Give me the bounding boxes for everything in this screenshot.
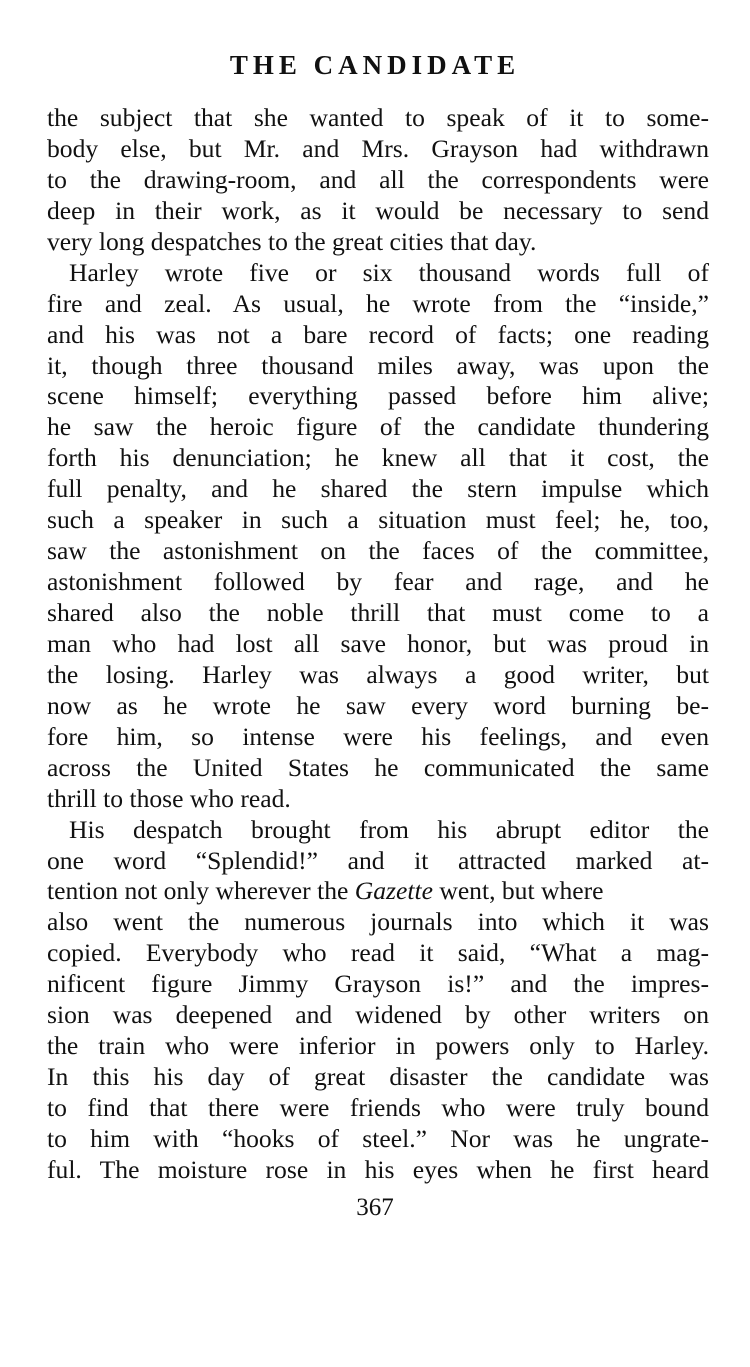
newspaper-title: Gazette [354,876,433,906]
text-line: His despatch brought from his abrupt editor the [69,814,709,844]
text-line: very long despatches to the great cities that day. [47,226,537,256]
text-line: In this his day of great disaster the candidate was [47,1062,709,1092]
text-line: the train who were inferior in powers only to Harley. [47,1031,709,1061]
text-line: to find that there were friends who were truly bound [47,1093,709,1122]
text-line: and his was not a bare record of facts; one reading [47,319,709,349]
text-line: sion was deepened and widened by other writers on [47,1000,709,1030]
page-number: 367 [356,1194,394,1221]
text-line: now as he wrote he saw every word burning be- [47,690,709,720]
text-line: astonishment followed by fear and rage, and he [47,567,709,597]
text-fragment: went, but where [432,876,604,906]
text-line: body else, but Mr. and Mrs. Grayson had withdrawn [47,133,709,163]
text-line: across the United States he communicated the same [47,752,709,782]
text-line: thrill to those who read. [47,783,291,813]
text-line: he saw the heroic figure of the candidate thundering [47,412,709,442]
text-line: to him with “hooks of steel.” Nor was he ungrate- [47,1123,709,1153]
text-line: saw the astonishment on the faces of the committee, [47,536,709,566]
text-line: one word “Splendid!” and it attracted marked at- [47,845,709,875]
text-line: it, though three thousand miles away, was upon the [47,350,709,380]
text-line: to the drawing-room, and all the correspondents were [47,164,709,194]
running-head: THE CANDIDATE [229,50,521,80]
text-line: fore him, so intense were his feelings, and even [47,721,709,751]
text-line: ful. The moisture rose in his eyes when he first heard [47,1154,709,1184]
text-line: copied. Everybody who read it said, “What a mag- [47,938,709,968]
text-line: also went the numerous journals into which it was [47,907,709,937]
text-line: full penalty, and he shared the stern impulse which [47,474,709,504]
text-line: such a speaker in such a situation must feel; he, too, [47,505,709,535]
text-fragment: tention not only wherever the [47,876,355,906]
text-line: man who had lost all save honor, but was proud in [47,628,709,658]
text-line: nificent figure Jimmy Grayson is!” and the impres- [47,969,709,999]
text-line: Harley wrote five or six thousand words full of [69,257,709,287]
text-line: forth his denunciation; he knew all that it cost, the [47,443,709,473]
text-line: the losing. Harley was always a good writer, but [47,659,709,689]
text-line: deep in their work, as it would be necessary to send [47,195,709,225]
body-text [47,103,709,1186]
text-line: fire and zeal. As usual, he wrote from the “inside,” [47,288,709,318]
text-line-with-title [47,876,709,907]
text-line: the subject that she wanted to speak of it to some- [47,103,709,132]
text-line: shared also the noble thrill that must come to a [47,598,709,627]
text-line: scene himself; everything passed before him alive; [47,381,709,411]
